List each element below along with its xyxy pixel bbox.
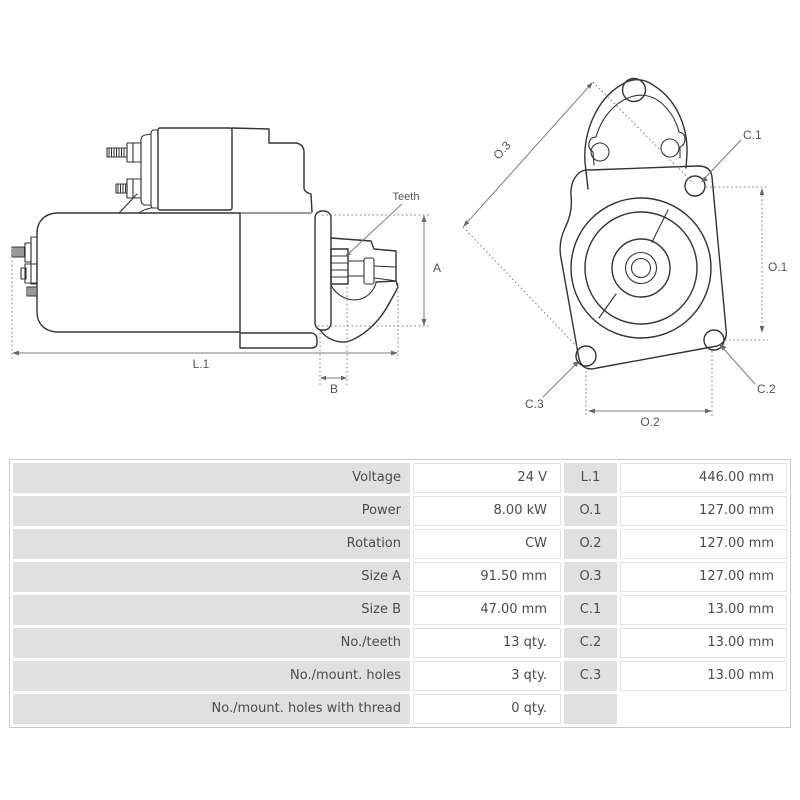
spec-value: 8.00 kW [413,496,561,526]
spec-value: 47.00 mm [413,595,561,625]
spec-code: C.2 [564,628,617,658]
solenoid-ring [151,130,158,208]
bolt-thread-hatch [14,247,24,257]
c1-label: C.1 [743,128,762,142]
dim-o3-line [465,84,591,225]
pinion-gear [331,249,348,284]
dim-o2-arrow-right [705,409,712,414]
shaft-bore-circle [632,259,651,278]
bracket-hole-left [591,143,609,161]
pilot-circle-outer [571,198,711,338]
dim-o2-arrow-left [588,409,595,414]
mount-hole-c1 [685,176,705,196]
spec-label: Voltage [13,463,410,493]
bracket-outer [585,80,687,189]
rib-lower [599,294,616,318]
dim-l1-arrow-left [12,351,19,356]
solenoid-stud-lower-hatch [118,184,126,193]
spec-dim: 13.00 mm [620,595,787,625]
dim-a-arrow-top [422,215,427,222]
spec-code [564,694,617,724]
table-row [13,496,787,526]
spec-label: Rotation [13,529,410,559]
spec-dim: 127.00 mm [620,496,787,526]
pinion-shaft [348,261,396,281]
spec-dim: 127.00 mm [620,529,787,559]
nose-boot [320,281,398,342]
table-row [13,628,787,658]
spec-value: 0 qty. [413,694,561,724]
solenoid-stud-nut-lower [127,179,141,198]
spec-table [9,459,791,728]
bracket-inner [589,95,685,165]
spec-dim: 13.00 mm [620,661,787,691]
spec-dim [620,694,787,724]
table-row [13,562,787,592]
nose-inner-curve [331,283,376,300]
dim-l1-arrow-right [391,351,398,356]
table-row [13,694,787,724]
spec-value: 13 qty. [413,628,561,658]
lower-stud-hatch [29,287,35,296]
dim-b-arrow-right [341,376,347,380]
dim-a-arrow-bottom [422,319,427,326]
shaft-cap [364,258,374,284]
pilot-circle-inner [585,212,697,324]
spec-value: 3 qty. [413,661,561,691]
c3-label: C.3 [525,397,544,411]
dim-o1-arrow-bottom [760,326,765,333]
pinion-teeth-lines [331,256,348,277]
spec-code: C.1 [564,595,617,625]
bolt-nut [25,243,31,262]
dim-o3-label: O.3 [490,138,514,163]
spec-dim: 446.00 mm [620,463,787,493]
table-row [13,595,787,625]
dim-o1-label: O.1 [768,260,788,274]
c1-leader [703,140,741,180]
c2-leader [722,347,755,384]
table-row [13,463,787,493]
dim-o1-arrow-top [760,188,765,195]
spec-label: No./mount. holes [13,661,410,691]
solenoid-cap [141,134,151,205]
spec-code: O.2 [564,529,617,559]
hub-circle [612,239,670,297]
spec-label: Size B [13,595,410,625]
dim-l1-label: L.1 [192,357,210,371]
spec-code: O.1 [564,496,617,526]
solenoid-stud-nut-upper [127,143,141,162]
motor-body [37,213,240,332]
spec-code: C.3 [564,661,617,691]
teeth-label: Teeth [392,191,420,203]
c2-label: C.2 [757,382,776,396]
spec-dim: 13.00 mm [620,628,787,658]
side-view-diagram [12,128,441,396]
drive-housing-top [232,128,312,212]
spec-value: CW [413,529,561,559]
spec-label: Size A [13,562,410,592]
c3-leader [543,363,577,397]
table-row [13,661,787,691]
spec-dim: 127.00 mm [620,562,787,592]
dim-o3-ext-bottom [463,227,582,352]
spec-label: Power [13,496,410,526]
bracket-top-hole [623,79,646,102]
solenoid-stud-upper-hatch [109,148,124,157]
bracket-hole-right [661,139,679,157]
spec-label: No./mount. holes with thread [13,694,410,724]
terminal-plate [31,237,37,284]
drive-housing-bottom [240,333,317,348]
bell-flange [315,211,331,330]
spec-value: 91.50 mm [413,562,561,592]
spec-code: O.3 [564,562,617,592]
dim-b-arrow-left [320,376,326,380]
dim-a-label: A [433,261,442,275]
solenoid-bracket [119,194,151,213]
dim-b-label: B [329,382,339,396]
dim-o2-label: O.2 [640,415,660,429]
table-row [13,529,787,559]
front-view-diagram [463,79,788,430]
spec-value: 24 V [413,463,561,493]
shaft-circle [626,253,657,284]
spec-label: No./teeth [13,628,410,658]
spec-code: L.1 [564,463,617,493]
solenoid-body [158,128,232,210]
